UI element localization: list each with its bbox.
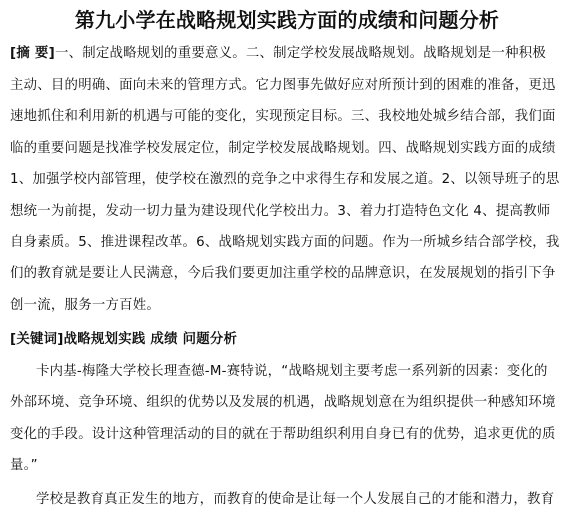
body-p1-line-3: 变化的手段。设计这种管理活动的目的就在于帮助组织利用自身已有的优势，追求更优的质	[10, 427, 556, 442]
abstract-text: 一、制定战略规划的重要意义。二、制定学校发展战略规划。战略规划是一种积极	[54, 46, 546, 61]
body-p1-line-2: 外部环境、竞争环境、组织的优势以及发展的机遇，战略规划意在为组织提供一种感知环境	[10, 395, 556, 410]
abstract-line-4: 临的重要问题是找准学校发展定位，制定学校发展战略规划。四、战略规划实践方面的成绩	[10, 141, 556, 156]
abstract-line-1	[10, 44, 546, 64]
abstract-line-2: 主动、目的明确、面向未来的管理方式。它力图事先做好应对所预计到的困难的准备，更迅	[10, 78, 556, 93]
keywords-label: [关键词]	[10, 332, 64, 347]
body-p2-line-1: 学校是教育真正发生的地方，而教育的使命是让每一个人发展自己的才能和潜力，教育	[36, 492, 555, 507]
abstract-line-9: 创一流，服务一方百姓。	[10, 298, 161, 313]
body-p1-line-1: 卡内基-梅隆大学校长理查德-M-赛特说，“战略规划主要考虑一系列新的因素：变化的	[36, 364, 548, 379]
abstract-line-7: 自身素质。5、推进课程改革。6、战略规划实践方面的问题。作为一所城乡结合部学校，我	[10, 235, 560, 250]
abstract-label: [摘 要]	[10, 46, 55, 61]
body-p1-line-4: 量。”	[10, 458, 38, 473]
keywords-line	[10, 330, 237, 350]
abstract-line-5: 1、加强学校内部管理，使学校在激烈的竞争之中求得生存和发展之道。2、以领导班子的思	[10, 172, 560, 187]
keywords-text: 战略规划实践 成绩 问题分析	[63, 332, 238, 347]
abstract-line-8: 们的教育就是要让人民满意，今后我们要更加注重学校的品牌意识，在发展规划的指引下争	[10, 266, 556, 281]
abstract-line-3: 速地抓住和利用新的机遇与可能的变化，实现预定目标。三、我校地处城乡结合部，我们面	[10, 109, 556, 124]
abstract-line-6: 想统一为前提，发动一切力量为建设现代化学校出力。3、着力打造特色文化 4、提高教师	[10, 204, 551, 219]
document-title: 第九小学在战略规划实践方面的成绩和问题分析	[74, 8, 500, 32]
